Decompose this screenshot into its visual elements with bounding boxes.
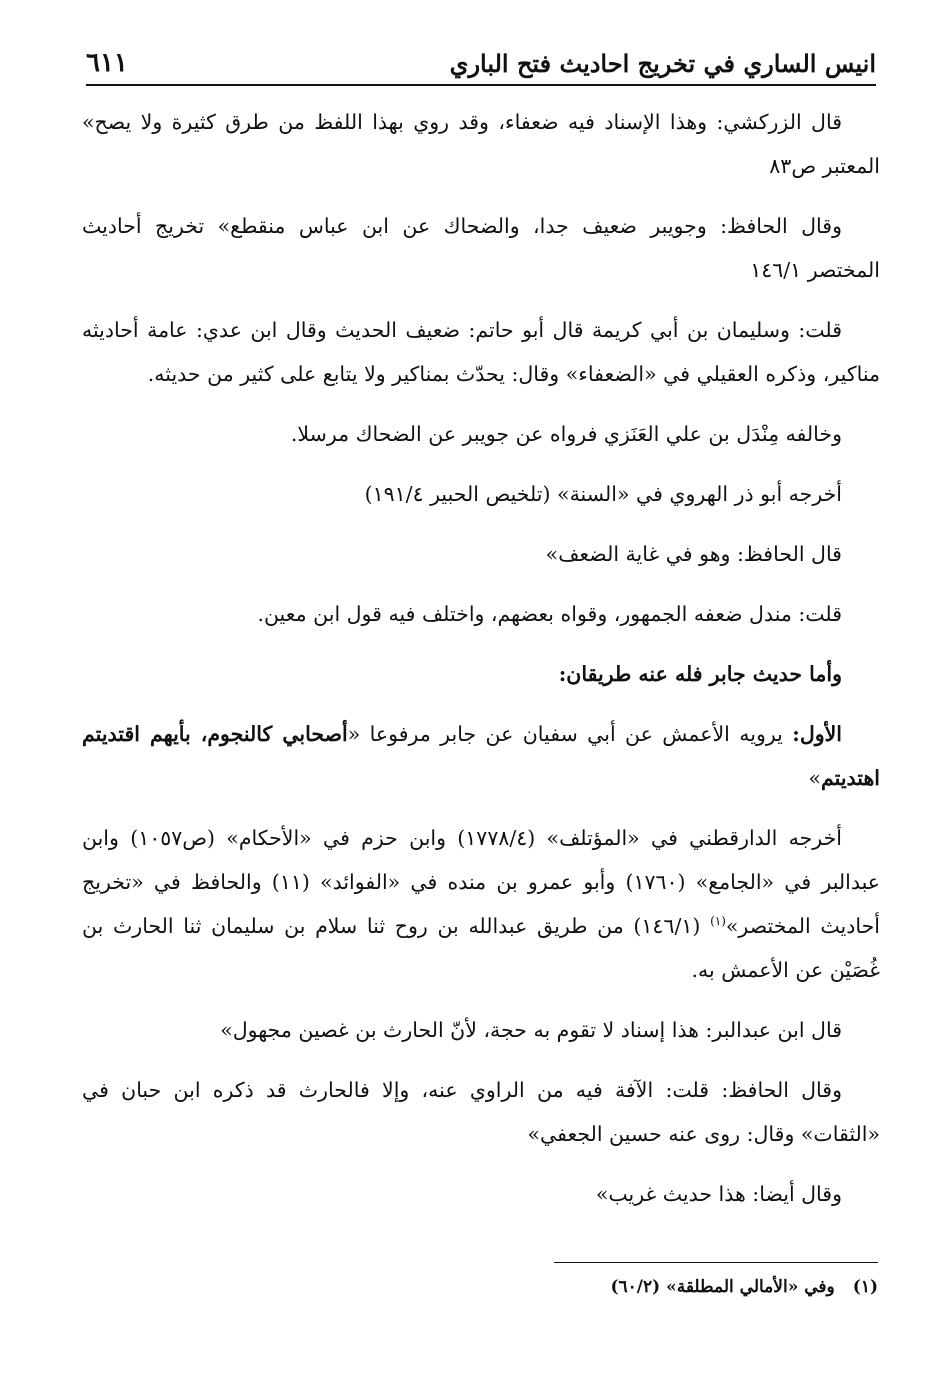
hadith-quote: أصحابي كالنجوم، بأيهم اقتديتم اهتديتم xyxy=(82,722,880,790)
paragraph-first-route xyxy=(82,712,880,800)
section-heading-jabir: وأما حديث جابر فله عنه طريقان: xyxy=(558,662,842,686)
first-route-text: يرويه الأعمش عن أبي سفيان عن جابر مرفوعا « xyxy=(347,722,793,746)
paragraph-zarkashi: قال الزركشي: وهذا الإسناد فيه ضعفاء، وقد روي بهذا اللفظ من طرق كثيرة ولا يصح» المعتبر ص٨٣ xyxy=(82,110,880,178)
main-text xyxy=(82,100,880,1232)
paragraph-takhrij xyxy=(82,816,880,992)
paragraph-hafiz-weak: قال الحافظ: وهو في غاية الضعف» xyxy=(545,542,842,566)
footnote xyxy=(82,1272,878,1302)
paragraph-hafiz-thiqat: وقال الحافظ: قلت: الآفة فيه من الراوي عنه، وإلا فالحارث قد ذكره ابن حبان في «الثقات» وقال: روى عنه حسين الجعفي» xyxy=(82,1078,880,1146)
first-route-lead: الأول: xyxy=(792,722,842,746)
paragraph-hafiz-juwaybir: وقال الحافظ: وجويبر ضعيف جدا، والضحاك عن ابن عباس منقطع» تخريج أحاديث المختصر ١٤٦/١ xyxy=(82,214,880,282)
footnote-text: وفي «الأمالي المطلقة» (٦٠/٢) xyxy=(610,1277,835,1297)
paragraph-ibn-abdulbarr: قال ابن عبدالبر: هذا إسناد لا تقوم به حجة، لأنّ الحارث بن غصين مجهول» xyxy=(220,1018,842,1042)
paragraph-gharib: وقال أيضا: هذا حديث غريب» xyxy=(595,1182,842,1206)
footnote-separator xyxy=(554,1262,878,1263)
page-number: ٦١١ xyxy=(86,48,128,78)
paragraph-sulayman: قلت: وسليمان بن أبي كريمة قال أبو حاتم: ضعيف الحديث وقال ابن عدي: عامة أحاديثه مناكير، وذكره العقيلي في «الضعفاء» وقال: يحدّث بمناكير ولا يتابع على كثير من حديثه. xyxy=(82,318,880,386)
running-header xyxy=(86,40,876,86)
book-title: انيس الساري في تخريج احاديث فتح الباري xyxy=(449,49,876,78)
paragraph-mindal: وخالفه مِنْدَل بن علي العَنَزي فرواه عن جويبر عن الضحاك مرسلا. xyxy=(290,422,842,446)
takhrij-after: (١٤٦/١) من طريق عبدالله بن روح ثنا سلام بن سليمان ثنا الحارث بن غُصَيْن عن الأعمش به. xyxy=(82,914,880,982)
paragraph-mindal-weak: قلت: مندل ضعفه الجمهور، وقواه بعضهم، واختلف فيه قول ابن معين. xyxy=(257,602,842,626)
hadith-quote-end: » xyxy=(808,766,821,790)
paragraph-harawi: أخرجه أبو ذر الهروي في «السنة» (تلخيص الحبير ١٩١/٤) xyxy=(364,482,842,506)
takhrij-before: أخرجه الدارقطني في «المؤتلف» (١٧٧٨/٤) وابن حزم في «الأحكام» (ص١٠٥٧) وابن عبدالبر في «الجامع» (١٧٦٠) وأبو عمرو بن منده في «الفوائد» (١١) والحافظ في «تخريج أحاديث المختصر» xyxy=(82,826,881,938)
footnote-reference: (١) xyxy=(710,914,726,929)
footnote-mark: (١) xyxy=(852,1277,878,1297)
